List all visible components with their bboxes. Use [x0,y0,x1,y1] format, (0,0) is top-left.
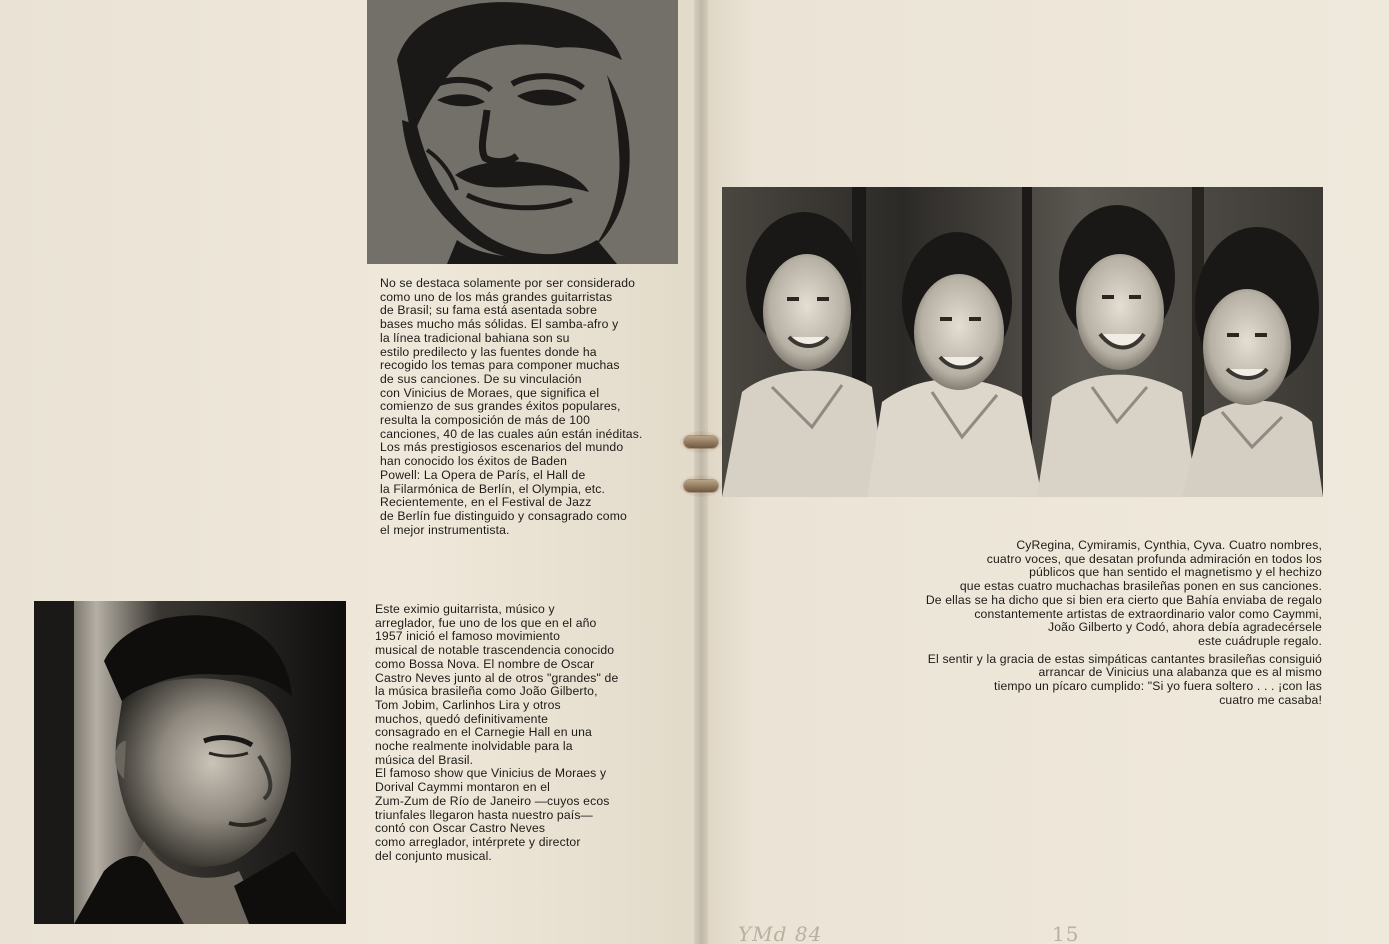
bio-line: Este eximio guitarrista, músico y [375,602,555,616]
bio-line: del conjunto musical. [375,848,492,863]
bio-line: estilo predilecto y las fuentes donde ha [380,344,597,359]
quartet-line: este cuádruple regalo. [1198,633,1322,648]
page-number: 15 [1052,922,1080,944]
quartet-line: cuatro voces, que desatan profunda admiración en todos los [986,551,1322,566]
staple-icon [684,480,718,492]
staple-icon [684,436,718,448]
bio-line: como uno de los más grandes guitarristas [380,289,613,304]
bio-line: la música brasileña como João Gilberto, [375,684,598,699]
bio-line: comienzo de sus grandes éxitos populares, [380,399,621,414]
oscar-castro-neves-photo [34,601,346,924]
bio-line: Tom Jobim, Carlinhos Lira y otros [375,697,561,712]
bio-line: como arreglador, intérprete y director [375,834,581,849]
bio-line: como Bossa Nova. El nombre de Oscar [375,656,595,671]
pencil-annotation: YMd 84 [738,922,823,944]
bio-line: Recientemente, en el Festival de Jazz [380,495,592,510]
bio-line: el mejor instrumentista. [380,522,510,537]
quartet-line: que estas cuatro muchachas brasileñas ponen en sus canciones. [959,579,1322,594]
bio-line: Powell: La Opera de París, el Hall de [380,467,586,482]
right-page [700,0,1389,944]
quartet-description [926,539,1322,707]
oscar-castro-neves-bio [375,603,618,863]
bio-line: la Filarmónica de Berlín, el Olympia, etc. [380,481,606,496]
portrait-graphic-icon [367,0,678,264]
bio-line: Zum-Zum de Río de Janeiro —cuyos ecos [375,793,610,808]
bio-line: canciones, 40 de las cuales aún están inéditas. [380,426,643,441]
bio-line: El famoso show que Vinicius de Moraes y [375,766,607,781]
quartet-line: constantemente artistas de extraordinario valor como Caymmi, [974,606,1322,621]
baden-powell-bio [380,277,642,537]
bio-line: Los más prestigiosos escenarios del mundo [380,440,624,455]
bio-line: han conocido los éxitos de Baden [380,454,568,469]
bio-line: triunfales llegaron hasta nuestro país— [375,807,593,822]
baden-powell-portrait [367,0,678,264]
bio-line: consagrado en el Carnegie Hall en una [375,725,592,740]
bio-line: de Brasil; su fama está asentada sobre [380,303,598,318]
bio-line: con Vinicius de Moraes, que significa el [380,385,600,400]
quartet-line: arrancar de Vinicius una alabanza que es al mismo [1038,665,1322,680]
quartet-line: tiempo un pícaro cumplido: "Si yo fuera soltero . . . ¡con las [994,679,1322,694]
bio-line: resulta la composición de más de 100 [380,413,590,428]
book-gutter [694,0,708,944]
bio-line: bases mucho más sólidas. El samba-afro y [380,317,619,332]
quartet-line: públicos que han sentido el magnetismo y el hechizo [1029,565,1322,580]
bio-line: musical de notable trascendencia conocido [375,643,615,658]
quartet-line: cuatro me casaba! [1219,692,1322,707]
bio-line: la línea tradicional bahiana son su [380,330,570,345]
bio-line: de sus canciones. De su vinculación [380,371,582,386]
bio-line: 1957 inició el famoso movimiento [375,629,560,644]
bio-line: Castro Neves junto al de otros "grandes" de [375,670,619,685]
quartet-line: De ellas se ha dicho que si bien era cierto que Bahía enviaba de regalo [925,592,1322,607]
bio-line: de Berlín fue distinguido y consagrado como [380,508,627,523]
quartet-line: CyRegina, Cymiramis, Cynthia, Cyva. Cuatro nombres, [1016,538,1322,552]
bio-line: contó con Oscar Castro Neves [375,821,546,836]
quartet-line: El sentir y la gracia de estas simpáticas cantantes brasileñas consiguió [927,651,1322,666]
quartet-line: João Gilberto y Codó, ahora debía agradecérsele [1048,620,1322,635]
bio-line: Dorival Caymmi montaron en el [375,780,551,795]
bio-line: noche realmente inolvidable para la [375,739,573,754]
bio-line: muchos, quedó definitivamente [375,711,549,726]
bio-line: recogido los temas para componer muchas [380,358,620,373]
bio-line: arreglador, fue uno de los que en el año [375,615,597,630]
quarteto-em-cy-photo [722,187,1323,497]
photo-graphic-icon [34,601,346,924]
bio-line: música del Brasil. [375,752,474,767]
bio-line: No se destaca solamente por ser considerado [380,276,636,290]
group-photo-graphic-icon [722,187,1323,497]
